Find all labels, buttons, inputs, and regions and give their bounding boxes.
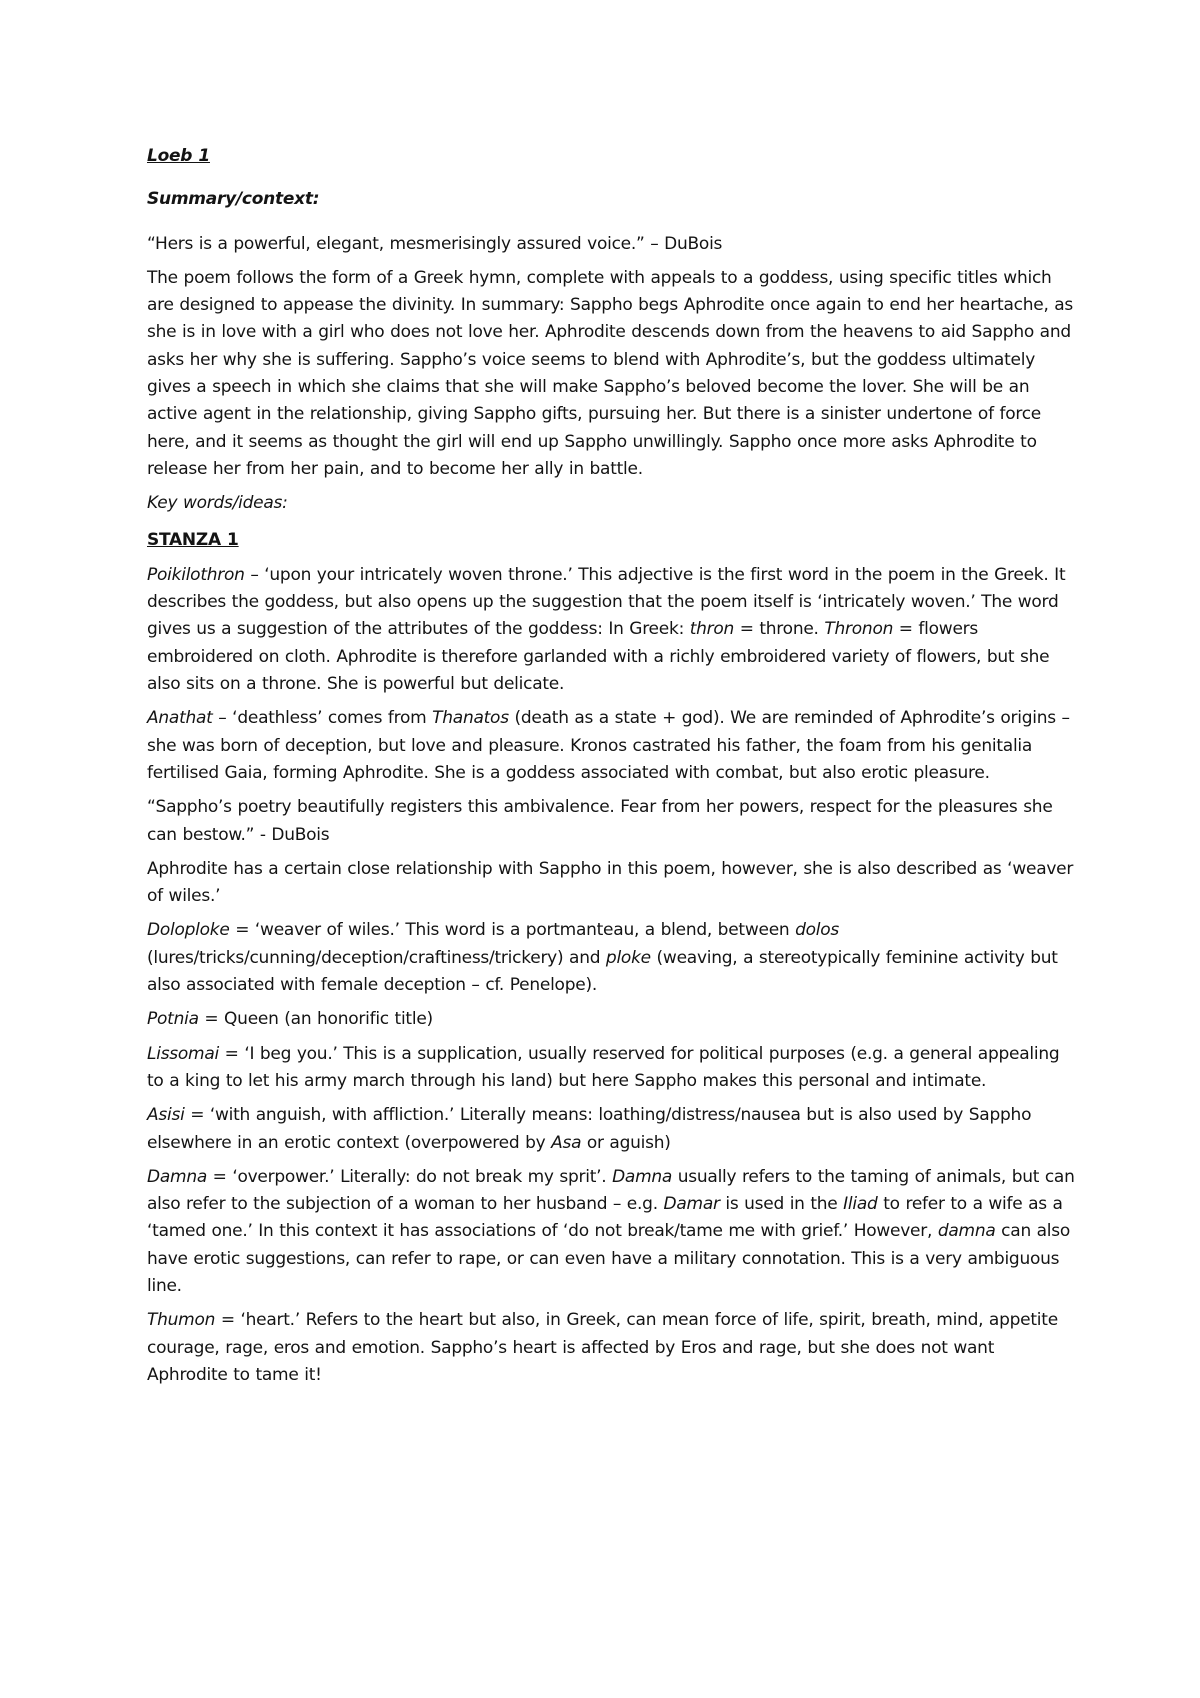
- term: Potnia: [147, 1009, 199, 1030]
- term: Lissomai: [147, 1043, 220, 1064]
- term: Asisi: [147, 1105, 185, 1126]
- entry-text: = ‘with anguish, with affliction.’ Literally means: loathing/distress/nausea but is also used by Sappho elsewhere in an erotic context (overpowered by: [147, 1105, 1032, 1153]
- greek-word: thron: [689, 619, 735, 640]
- greek-word: ploke: [605, 947, 651, 968]
- entry-text: is used in the: [719, 1194, 844, 1215]
- dubois-quote-2: “Sappho’s poetry beautifully registers this ambivalence. Fear from her powers, respect for the pleasures she can bestow.” - DuBois: [147, 797, 1053, 845]
- entry-text: or aguish): [581, 1132, 671, 1153]
- entry-text: (death as a state + god). We are reminded of Aphrodite’s origins – she was born of deception, but love and pleasure. Kronos castrated his father, the foam from his genitalia fertilised Gaia, forming Aphrodite. She is a goddess associated with combat, but also erotic pleasure.: [147, 708, 1070, 783]
- term: Poikilothron: [147, 564, 245, 585]
- entry-damna: [147, 1164, 1077, 1300]
- summary-paragraph: The poem follows the form of a Greek hymn, complete with appeals to a goddess, using specific titles which are designed to appease the divinity. In summary: Sappho begs Aphrodite once again to end her heartache, as she is in love with a girl who does not love her. Aphrodite descends down from the heavens to aid Sappho and asks her why she is suffering. Sappho’s voice seems to blend with Aphrodite’s, but the goddess ultimately gives a speech in which she claims that she will make Sappho’s beloved become the lover. She will be an active agent in the relationship, giving Sappho gifts, pursuing her. But there is a sinister undertone of force here, and it seems as thought the girl will end up Sappho unwillingly. Sappho once more asks Aphrodite to release her from her pain, and to become her ally in battle.: [147, 267, 1074, 479]
- entry-thumon: [147, 1307, 1077, 1389]
- entry-lissomai: [147, 1041, 1077, 1096]
- greek-word: Damna: [612, 1166, 673, 1187]
- greek-word: Thanatos: [432, 708, 509, 729]
- document-body: [147, 143, 1077, 1396]
- entry-poikilothron: [147, 562, 1077, 698]
- relationship-paragraph: Aphrodite has a certain close relationship with Sappho in this poem, however, she is also described as ‘weaver of wiles.’: [147, 858, 1074, 907]
- entry-text: can also have erotic suggestions, can refer to rape, or can even have a military connotation. This is a very ambiguous line.: [147, 1221, 1071, 1296]
- dubois-quote: “Hers is a powerful, elegant, mesmerisingly assured voice.” – DuBois: [147, 233, 723, 254]
- entry-text: = ‘overpower.’ Literally: do not break my sprit’.: [207, 1166, 613, 1187]
- work-title: Iliad: [843, 1194, 878, 1215]
- entry-text: (weaving, a stereotypically feminine activity but also associated with female deception – cf. Penelope).: [147, 947, 1058, 996]
- term: Anathat: [147, 708, 213, 729]
- entry-text: = throne.: [734, 619, 825, 640]
- greek-word: dolos: [795, 920, 840, 941]
- entry-text: = ‘heart.’ Refers to the heart but also, in Greek, can mean force of life, spirit, breath, mind, appetite courage, rage, eros and emotion. Sappho’s heart is affected by Eros and rage, but she does not want Aphrodite to tame it!: [147, 1310, 1058, 1385]
- entry-text: (lures/tricks/cunning/deception/craftiness/trickery) and: [147, 947, 606, 968]
- stanza-heading: STANZA 1: [147, 529, 239, 550]
- entry-text: = Queen (an honorific title): [198, 1009, 433, 1030]
- summary-heading: Summary/context:: [147, 189, 320, 210]
- term: Thumon: [147, 1310, 216, 1331]
- entry-text: to refer to a wife as a ‘tamed one.’ In this context it has associations of ‘do not break/tame me with grief.’ However,: [147, 1194, 1063, 1242]
- term: Damna: [147, 1166, 208, 1187]
- greek-word: damna: [937, 1221, 996, 1242]
- entry-text: – ‘deathless’ comes from: [212, 708, 433, 729]
- term: Doloploke: [147, 920, 230, 941]
- greek-word: Asa: [551, 1132, 582, 1153]
- entry-potnia: [147, 1006, 1077, 1033]
- entry-doloploke: [147, 917, 1077, 999]
- greek-word: Damar: [663, 1194, 720, 1215]
- greek-word: Thronon: [824, 619, 894, 640]
- entry-text: = ‘weaver of wiles.’ This word is a portmanteau, a blend, between: [229, 920, 796, 941]
- document-title: Loeb 1: [147, 146, 210, 166]
- entry-asisi: [147, 1102, 1077, 1157]
- entry-text: = ‘I beg you.’ This is a supplication, usually reserved for political purposes (e.g. a general appealing to a king to let his army march through his land) but here Sappho makes this personal and intimate.: [147, 1043, 1060, 1091]
- entry-anathat: [147, 705, 1077, 787]
- entry-text: = flowers embroidered on cloth. Aphrodite is therefore garlanded with a richly embroidered variety of flowers, but she also sits on a throne. She is powerful but delicate.: [147, 619, 1050, 695]
- key-words-label: Key words/ideas:: [147, 493, 288, 514]
- entry-text: usually refers to the taming of animals, but can also refer to the subjection of a woman to her husband – e.g.: [147, 1166, 1075, 1215]
- entry-text: – ‘upon your intricately woven throne.’ This adjective is the first word in the poem in the Greek. It describes the goddess, but also opens up the suggestion that the poem itself is ‘intricately woven.’ The word gives us a suggestion of the attributes of the goddess: In Greek:: [147, 564, 1066, 640]
